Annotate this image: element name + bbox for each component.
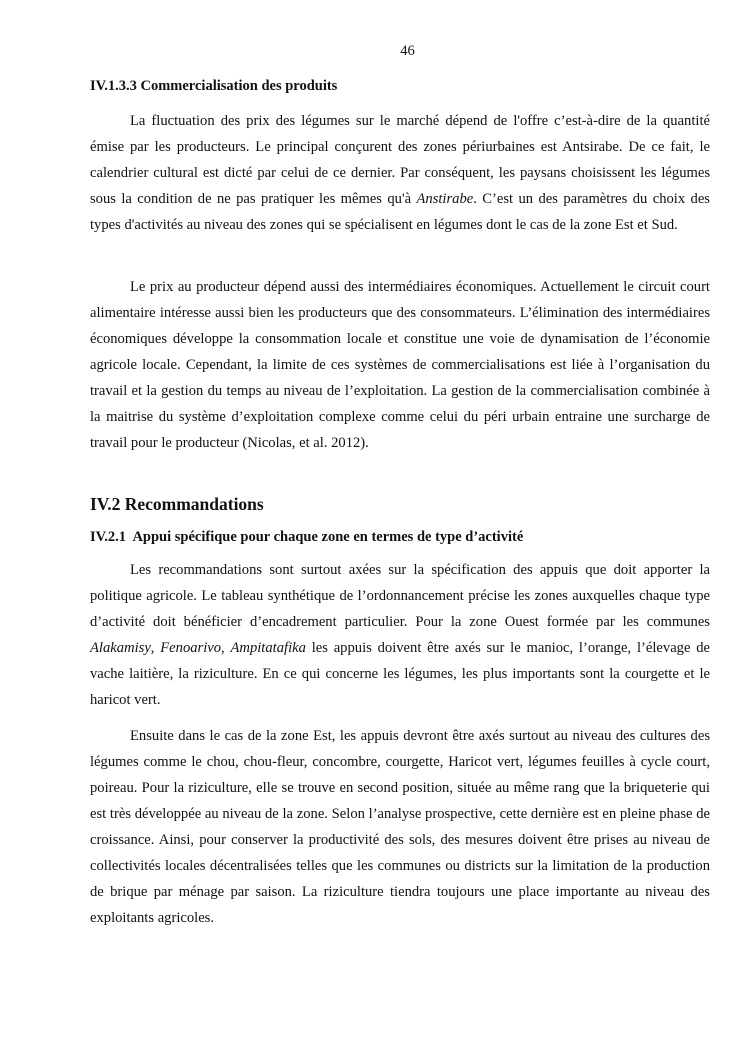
page-number: 46 (400, 43, 415, 59)
section-heading-commercialisation: IV.1.3.3 Commercialisation des produits (90, 78, 338, 94)
paragraph-commercialisation-2 (90, 274, 710, 456)
paragraph-recommandations-1 (90, 557, 710, 713)
text: Ensuite dans le cas de la zone Est, les appuis devront être axés surtout au niveau des cultures des légumes comme le chou, chou-fleur, concombre, courgette, Haricot vert, légumes feuilles à cycle court, poireau. Pour la riziculture, elle se trouve en second position, située au même rang que la briqueterie qui est très développée au niveau de la zone. Selon l’analyse prospective, cette dernière est en pleine phase de croissance. Ainsi, pour conserver la productivité des sols, des mesures doivent être prises au niveau de collectivités locales décentralisées telles que les communes ou districts sur la limitation de la production de brique par ménage par saison. La riziculture tiendra toujours une place importante au niveau des exploitants agricoles. (90, 728, 710, 926)
paragraph-recommandations-2 (90, 723, 710, 931)
subsection-heading-appui: IV.2.1 Appui spécifique pour chaque zone en termes de type d’activité (90, 529, 524, 545)
text: Les recommandations sont surtout axées sur la spécification des appuis que doit apporter la politique agricole. Le tableau synthétique de l’ordonnancement précise les zones auxquelles chaque type d’activité doit bénéficier d’encadrement particulier. Pour la zone Ouest formée par les communes (90, 562, 710, 630)
text: les appuis doivent être axés sur le manioc, l’orange, l’élevage de vache laitière, la riziculture. En ce qui concerne les légumes, les plus importants sont la courgette et le haricot vert. (90, 640, 711, 708)
text: Le prix au producteur dépend aussi des intermédiaires économiques. Actuellement le circuit court alimentaire intéresse aussi bien les producteurs que des consommateurs. L’élimination des intermédiaires économiques développe la consommation locale et constitue une voie de dynamisation de l’économie agricole locale. Cependant, la limite de ces systèmes de commercialisations est liée à l’organisation du travail et la gestion du temps au niveau de l’exploitation. La gestion de la commercialisation combinée à la maitrise du système d’exploitation complexe comme celui du péri urbain entraine une surcharge de travail pour le producteur (Nicolas, et al. 2012). (90, 279, 710, 451)
text: , (150, 640, 161, 656)
italic-commune: Fenoarivo (160, 640, 222, 656)
text: La fluctuation des prix des légumes sur le marché dépend de l'offre c’est-à-dire de la quantité émise par les producteurs. Le principal conçurent des zones périurbaines est Antsirabe. De ce fait, le calendrier cultural est dicté par celui de ce dernier. Par conséquent, les paysans choisissent les légumes sous la condition de ne pas pratiquer les mêmes qu'à (90, 113, 710, 207)
paragraph-commercialisation-1 (90, 108, 710, 238)
section-heading-recommandations: IV.2 Recommandations (90, 494, 264, 514)
italic-commune: Alakamisy (90, 640, 151, 656)
text: , (221, 640, 231, 656)
italic-commune: Ampitatafika (230, 640, 306, 656)
italic-place-name: Anstirabe (416, 191, 474, 207)
text: . C’est un des paramètres du choix des types d'activités au niveau des zones qui se spécialisent en légumes dont le cas de la zone Est et Sud. (90, 191, 710, 233)
